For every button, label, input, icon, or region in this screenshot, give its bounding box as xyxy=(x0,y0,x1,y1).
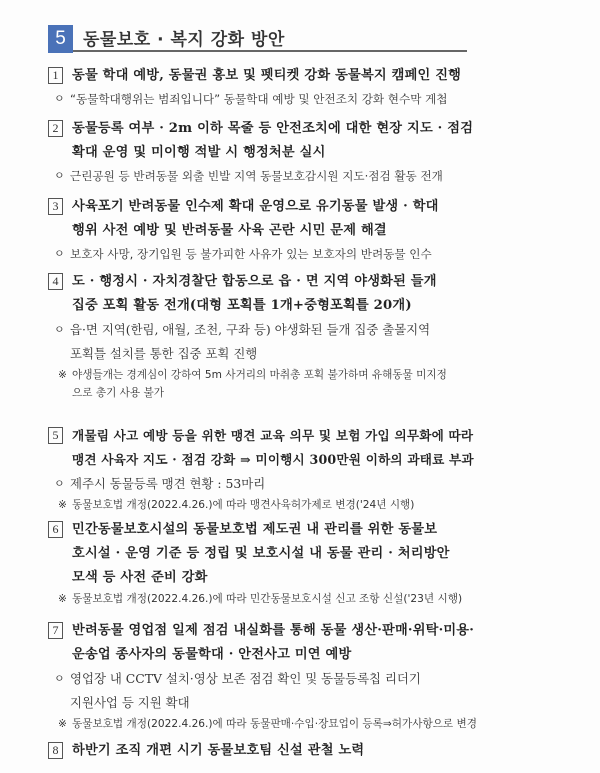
item-5 xyxy=(48,424,568,514)
item-number-box: 1 xyxy=(48,67,63,84)
note: ※ 야생들개는 경계심이 강하여 5m 사거리의 마취총 포획 불가하며 유해동물 미지정 으로 총기 사용 불가 xyxy=(58,369,447,399)
item-heading: 반려동물 영업점 일제 점검 내실화를 통해 동물 생산·판매·위탁·미용· 운송업 종사자의 동물학대 · 안전사고 미연 예방 xyxy=(72,623,475,662)
item-1 xyxy=(48,64,568,110)
bullet-point: ㅇ 근린공원 등 반려동물 외출 빈발 지역 동물보호감시원 지도·점검 활동 전개 xyxy=(54,169,443,183)
item-heading: 동물 학대 예방, 동물권 홍보 및 펫티켓 강화 동물복지 캠페인 진행 xyxy=(72,68,462,83)
item-heading: 사육포기 반려동물 인수제 확대 운영으로 유기동물 발생 · 학대 행위 사전 예방 및 반려동물 사육 곤란 시민 문제 해결 xyxy=(72,199,439,238)
note: ※ 동물보호법 개정(2022.4.26.)에 따라 동물판매·수입·장묘업이 등록⇒허가사항으로 변경 xyxy=(58,718,478,730)
note: ※ 동물보호법 개정(2022.4.26.)에 따라 민간동물보호시설 신고 조항 신설('23년 시행) xyxy=(58,593,463,605)
section-title: 동물보호 · 복지 강화 방안 xyxy=(83,30,285,50)
item-number-box: 5 xyxy=(48,427,63,444)
item-number-box: 3 xyxy=(48,198,63,215)
note: ※ 동물보호법 개정(2022.4.26.)에 따라 맹견사육허가제로 변경('24년 시행) xyxy=(58,499,415,511)
item-8 xyxy=(48,739,568,763)
bullet-point: ㅇ 제주시 동물등록 맹견 현황 : 53마리 xyxy=(54,476,266,491)
item-7 xyxy=(48,619,568,733)
section-number-badge: 5 xyxy=(48,25,73,53)
item-heading: 개물림 사고 예방 등을 위한 맹견 교육 의무 및 보험 가입 의무화에 따라 맹견 사육자 지도 · 점검 강화 ⇒ 미이행시 300만원 이하의 과태료 부과 xyxy=(72,428,474,467)
item-heading: 도 · 행정시 · 자치경찰단 합동으로 읍 · 면 지역 야생화된 들개 집중 포획 활동 전개(대형 포획틀 1개+중형포획틀 20개) xyxy=(72,274,437,313)
bullet-point: ㅇ “동물학대행위는 범죄입니다” 동물학대 예방 및 안전조치 강화 현수막 게첩 xyxy=(54,92,448,106)
bullet-point: ㅇ 읍·면 지역(한림, 애월, 조천, 구좌 등) 야생화된 들개 집중 출몰지역 포획틀 설치를 통한 집중 포획 진행 xyxy=(54,322,431,361)
item-number-box: 4 xyxy=(48,273,63,290)
item-6 xyxy=(48,518,568,608)
item-3 xyxy=(48,195,568,265)
title-underline xyxy=(73,50,467,52)
item-number-box: 2 xyxy=(48,120,63,137)
section-header xyxy=(48,21,468,53)
bullet-point: ㅇ 영업장 내 CCTV 설치·영상 보존 점검 확인 및 동물등록칩 리더기 지원사업 등 지원 확대 xyxy=(54,671,421,710)
item-number-box: 6 xyxy=(48,521,63,538)
item-4 xyxy=(48,270,568,402)
item-heading: 하반기 조직 개편 시기 동물보호팀 신설 관철 노력 xyxy=(72,743,365,758)
item-number-box: 8 xyxy=(48,742,63,759)
bullet-point: ㅇ 보호자 사망, 장기입원 등 불가피한 사유가 있는 보호자의 반려동물 인수 xyxy=(54,247,432,261)
item-heading: 동물등록 여부 · 2m 이하 목줄 등 안전조치에 대한 현장 지도 · 점검 확대 운영 및 미이행 적발 시 행정처분 실시 xyxy=(72,121,474,160)
item-number-box: 7 xyxy=(48,622,63,639)
item-heading: 민간동물보호시설의 동물보호법 제도권 내 관리를 위한 동물보 호시설 · 운영 기준 등 정립 및 보호시설 내 동물 관리 · 처리방안 모색 등 사전 준비 강화 xyxy=(72,522,450,585)
item-2 xyxy=(48,117,568,187)
